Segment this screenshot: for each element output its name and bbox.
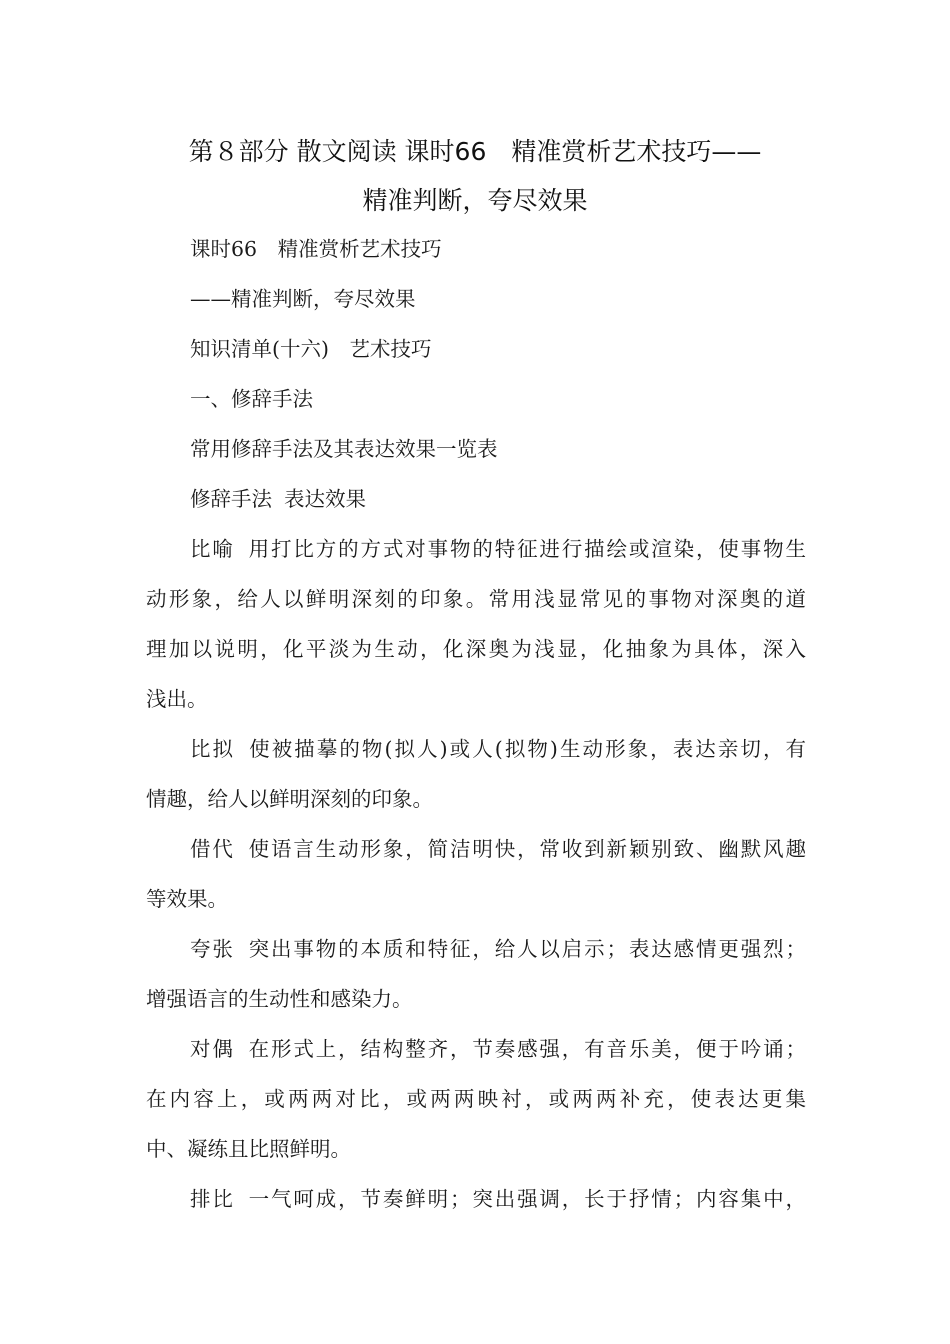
entry-term: 夸张: [190, 937, 235, 961]
entry-first-line: [190, 534, 806, 564]
entry-term: 比拟: [190, 737, 236, 761]
entry-first-line: [190, 834, 806, 864]
entry-text: 使语言生动形象，简洁明快，常收到新颖别致、幽默风趣: [246, 837, 807, 861]
entry-text: 一气呵成，节奏鲜明；突出强调，长于抒情；内容集中，: [246, 1187, 807, 1211]
table-header: [190, 484, 366, 514]
subtitle-line: ——精准判断，夸尽效果: [190, 287, 416, 311]
entry-line: 动形象，给人以鲜明深刻的印象。常用浅显常见的事物对深奥的道: [146, 587, 806, 611]
entry-term: 借代: [190, 837, 235, 861]
entry-first-line: [190, 1184, 806, 1214]
entry-text: 在形式上，结构整齐，节奏感强，有音乐美，便于吟诵；: [246, 1037, 807, 1061]
entry-line: 情趣，给人以鲜明深刻的印象。: [146, 787, 433, 811]
table-title: 常用修辞手法及其表达效果一览表: [190, 437, 498, 461]
document-title-line-2: 精准判断，夸尽效果: [362, 186, 588, 215]
entry-text: 突出事物的本质和特征，给人以启示；表达感情更强烈；: [246, 937, 807, 961]
entry-line: 等效果。: [146, 887, 228, 911]
entry-line: 理加以说明，化平淡为生动，化深奥为浅显，化抽象为具体，深入: [146, 637, 806, 661]
section-heading: 一、修辞手法: [190, 387, 313, 411]
entry-line: 浅出。: [146, 687, 208, 711]
entry-term: 排比: [190, 1187, 235, 1211]
entry-line: 在内容上，或两两对比，或两两映衬，或两两补充，使表达更集: [146, 1087, 806, 1111]
entry-line: 增强语言的生动性和感染力。: [146, 987, 413, 1011]
table-header-col-2: 表达效果: [284, 487, 366, 511]
knowledge-list-heading: 知识清单(十六) 艺术技巧: [190, 337, 432, 361]
entry-first-line: [190, 734, 806, 764]
entry-text: 用打比方的方式对事物的特征进行描绘或渲染，使事物生: [246, 537, 807, 561]
entry-text: 使被描摹的物(拟人)或人(拟物)生动形象，表达亲切，有: [247, 737, 806, 761]
entry-term: 对偶: [190, 1037, 235, 1061]
entry-first-line: [190, 1034, 806, 1064]
entry-line: 中、凝练且比照鲜明。: [146, 1137, 351, 1161]
entry-term: 比喻: [190, 537, 235, 561]
document-title-line-1: 第８部分 散文阅读 课时66 精准赏析艺术技巧——: [188, 137, 762, 166]
lesson-line: 课时66 精准赏析艺术技巧: [190, 237, 442, 261]
entry-first-line: [190, 934, 806, 964]
table-header-col-1: 修辞手法: [190, 487, 272, 511]
